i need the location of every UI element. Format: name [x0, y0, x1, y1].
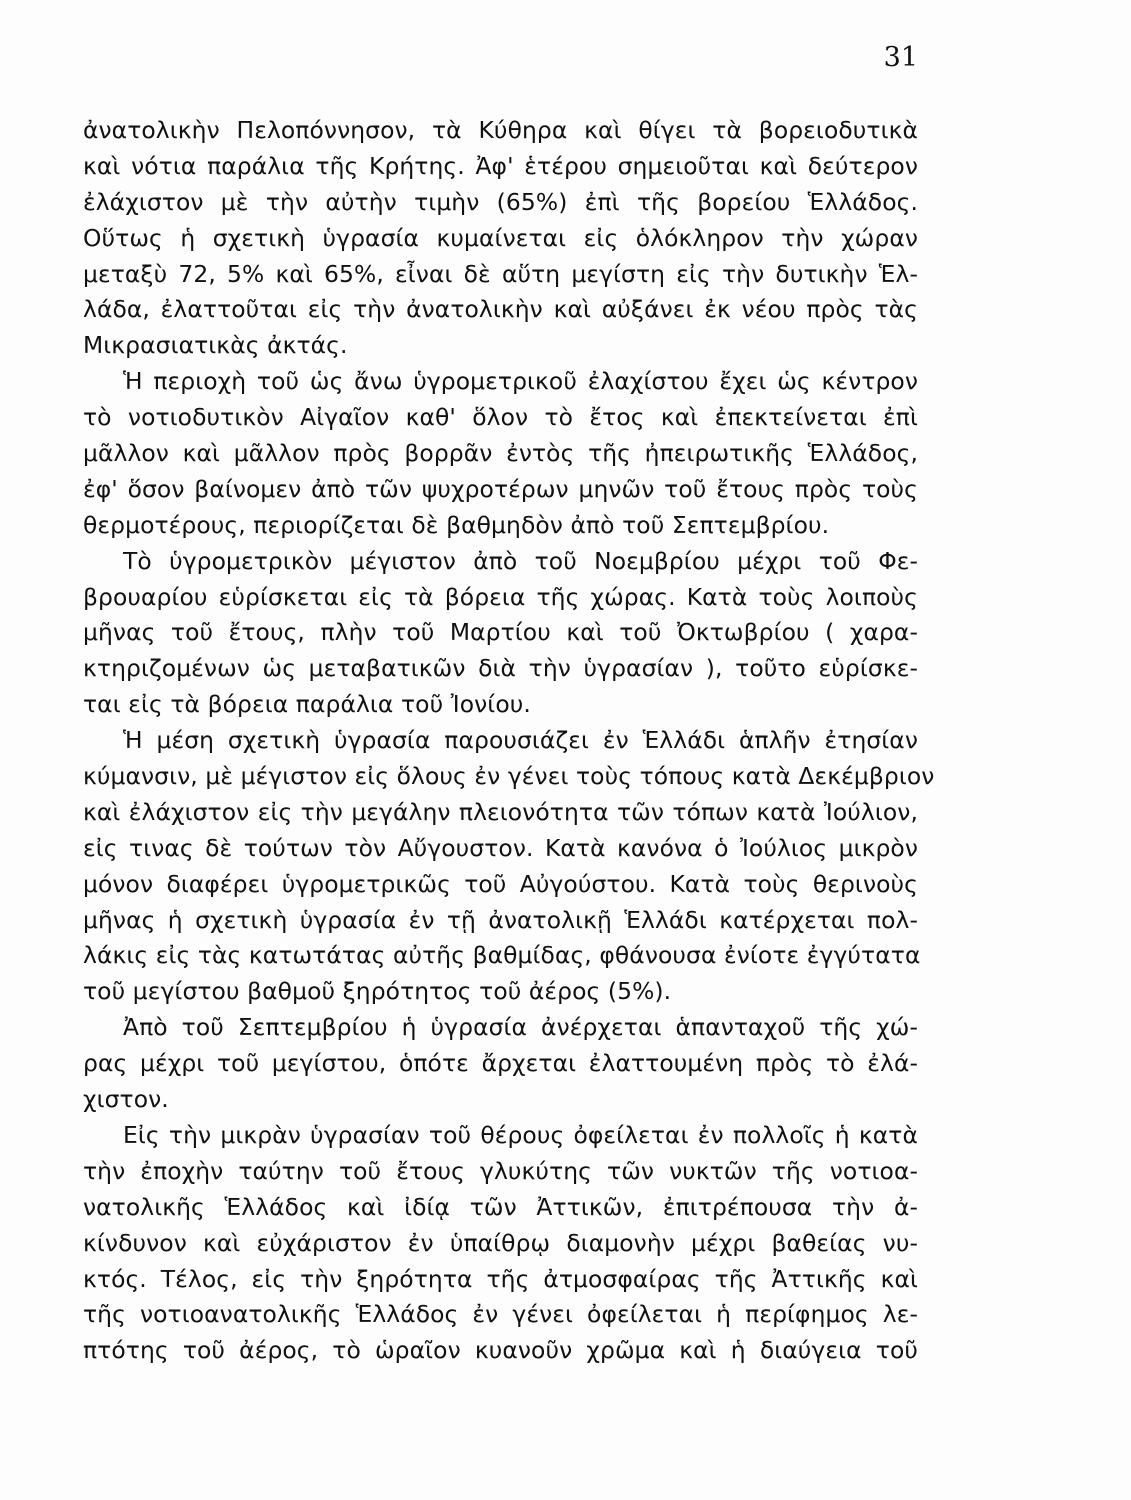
text-line: μῆνας τοῦ ἔτους, πλὴν τοῦ Μαρτίου καὶ τοῦ Ὀκτωβρίου ( χαρα-	[83, 618, 918, 647]
text-line: Εἰς τὴν μικρὰν ὑγρασίαν τοῦ θέρους ὀφείλεται ἐν πολλοῖς ἡ κατὰ	[123, 1120, 918, 1149]
paragraph	[83, 544, 918, 723]
paragraph	[83, 364, 918, 543]
text-line: Ἡ περιοχὴ τοῦ ὡς ἄνω ὑγρομετρικοῦ ἐλαχίστου ἔχει ὡς κέντρον	[123, 367, 918, 396]
text-line: μεταξὺ 72, 5% καὶ 65%, εἶναι δὲ αὕτη μεγίστη εἰς τὴν δυτικὴν Ἑλ-	[83, 259, 918, 288]
text-line: Οὕτως ἡ σχετικὴ ὑγρασία κυμαίνεται εἰς ὁλόκληρον τὴν χώραν	[83, 223, 918, 252]
text-line: Ἀπὸ τοῦ Σεπτεμβρίου ἡ ὑγρασία ἀνέρχεται ἁπανταχοῦ τῆς χώ-	[123, 1013, 918, 1042]
text-line: Τὸ ὑγρομετρικὸν μέγιστον ἀπὸ τοῦ Νοεμβρίου μέχρι τοῦ Φε-	[123, 546, 918, 575]
paragraph	[83, 113, 918, 364]
text-line: ἐλάχιστον μὲ τὴν αὐτὴν τιμὴν (65%) ἐπὶ τῆς βορείου Ἑλλάδος.	[83, 187, 918, 216]
paragraph	[83, 1118, 918, 1369]
page-number: 31	[883, 42, 918, 73]
text-line: θερμοτέρους, περιορίζεται δὲ βαθμηδὸν ἀπὸ τοῦ Σεπτεμβρίου.	[83, 510, 830, 539]
text-line: μῆνας ἡ σχετικὴ ὑγρασία ἐν τῇ ἀνατολικῇ Ἑλλάδι κατέρχεται πολ-	[83, 905, 918, 934]
text-line: Μικρασιατικὰς ἀκτάς.	[83, 331, 348, 360]
body-text	[83, 113, 935, 1369]
text-line: κτηριζομένων ὡς μεταβατικῶν διὰ τὴν ὑγρασίαν ), τοῦτο εὑρίσκε-	[83, 654, 918, 683]
text-line: νατολικῆς Ἑλλάδος καὶ ἰδίᾳ τῶν Ἀττικῶν, ἐπιτρέπουσα τὴν ἀ-	[83, 1192, 918, 1221]
text-line: μόνον διαφέρει ὑγρομετρικῶς τοῦ Αὐγούστου. Κατὰ τοὺς θερινοὺς	[83, 869, 918, 898]
paragraph	[83, 723, 935, 1010]
text-line: Ἡ μέση σχετικὴ ὑγρασία παρουσιάζει ἐν Ἑλλάδι ἁπλῆν ἐτησίαν	[123, 726, 918, 755]
text-line: ρας μέχρι τοῦ μεγίστου, ὁπότε ἄρχεται ἐλαττουμένη πρὸς τὸ ἐλά-	[83, 1049, 918, 1078]
text-line: βρουαρίου εὑρίσκεται εἰς τὰ βόρεια τῆς χώρας. Κατὰ τοὺς λοιποὺς	[83, 582, 918, 611]
text-line: λάδα, ἐλαττοῦται εἰς τὴν ἀνατολικὴν καὶ αὐξάνει ἐκ νέου πρὸς τὰς	[83, 295, 918, 324]
text-line: λάκις εἰς τὰς κατωτάτας αὐτῆς βαθμίδας, φθάνουσα ἐνίοτε ἐγγύτατα	[83, 941, 921, 970]
text-line: τῆς νοτιοανατολικῆς Ἑλλάδος ἐν γένει ὀφείλεται ἡ περίφημος λε-	[83, 1300, 918, 1329]
text-line: κτός. Τέλος, εἰς τὴν ξηρότητα τῆς ἀτμοσφαίρας τῆς Ἀττικῆς καὶ	[83, 1264, 918, 1293]
text-line: εἰς τινας δὲ τούτων τὸν Αὔγουστον. Κατὰ κανόνα ὁ Ἰούλιος μικρὸν	[83, 833, 918, 862]
text-line: ἐφ' ὅσον βαίνομεν ἀπὸ τῶν ψυχροτέρων μηνῶν τοῦ ἔτους πρὸς τοὺς	[83, 474, 918, 503]
text-line: μᾶλλον καὶ μᾶλλον πρὸς βορρᾶν ἐντὸς τῆς ἠπειρωτικῆς Ἑλλάδος,	[83, 439, 918, 468]
text-line: τοῦ μεγίστου βαθμοῦ ξηρότητος τοῦ ἀέρος (5%).	[83, 977, 672, 1006]
text-line: τὴν ἐποχὴν ταύτην τοῦ ἔτους γλυκύτης τῶν νυκτῶν τῆς νοτιοα-	[83, 1156, 918, 1185]
text-line: πτότης τοῦ ἀέρος, τὸ ὡραῖον κυανοῦν χρῶμα καὶ ἡ διαύγεια τοῦ	[83, 1336, 918, 1365]
text-line: χιστον.	[83, 1085, 169, 1114]
text-line: τὸ νοτιοδυτικὸν Αἰγαῖον καθ' ὅλον τὸ ἔτος καὶ ἐπεκτείνεται ἐπὶ	[83, 403, 918, 432]
text-line: κύμανσιν, μὲ μέγιστον εἰς ὅλους ἐν γένει τοὺς τόπους κατὰ Δεκέμβριον	[83, 762, 935, 791]
text-line: καὶ ἐλάχιστον εἰς τὴν μεγάλην πλειονότητα τῶν τόπων κατὰ Ἰούλιον,	[83, 797, 918, 826]
text-line: ἀνατολικὴν Πελοπόννησον, τὰ Κύθηρα καὶ θίγει τὰ βορειοδυτικὰ	[83, 116, 918, 144]
text-line: καὶ νότια παράλια τῆς Κρήτης. Ἀφ' ἑτέρου σημειοῦται καὶ δεύτερον	[83, 151, 918, 180]
text-line: ται εἰς τὰ βόρεια παράλια τοῦ Ἰονίου.	[83, 690, 531, 719]
text-line: κίνδυνον καὶ εὐχάριστον ἐν ὑπαίθρῳ διαμονὴν μέχρι βαθείας νυ-	[83, 1228, 918, 1257]
paragraph	[83, 1010, 918, 1118]
